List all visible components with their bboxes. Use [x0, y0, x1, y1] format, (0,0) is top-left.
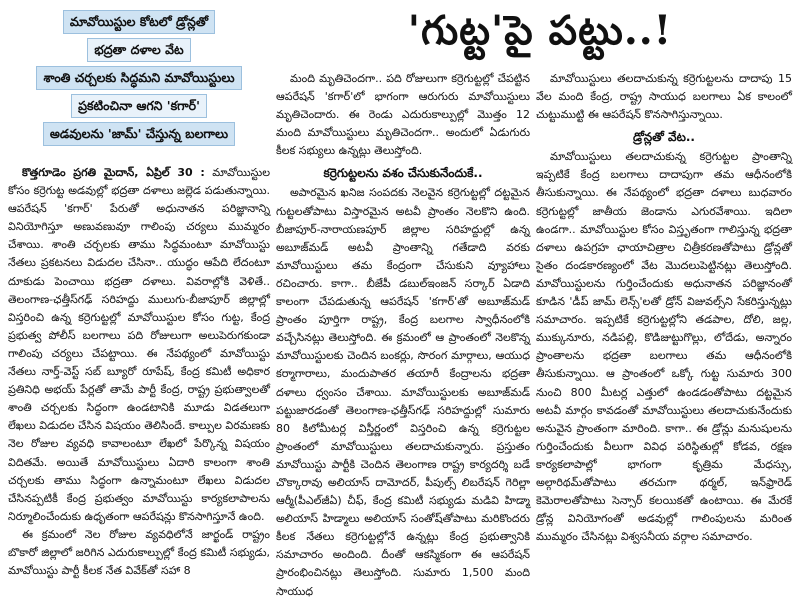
column-2-subhead: కర్రెగుట్టలను వశం చేసుకునేందుకే..	[323, 166, 483, 181]
column-3-paragraph-1: మావోయిస్టులు తలదాచుకున్న కర్రెగుట్టలను దాదాపు 15 వేల మంది కేంద్ర, రాష్ట్ర సాయుధ బలగాలు ఏక కాలంలో చుట్టుముట్టి ఈ ఆపరేషన్ కొనసాగిస్తున్నాయి.	[536, 72, 792, 122]
dateline: కొత్తగూడెం ప్రగతి మైదాన్, ఏప్రిల్ 30 :	[22, 166, 205, 179]
column-2	[276, 70, 530, 601]
column-1-paragraph-2: ఈ క్రమంలో నెల రోజుల వ్యవధిలోనే జార్ఖండ్ రాష్ట్రం బొకారో జిల్లాలో జరిగిన ఎదురుకాల్పుల్లో కేంద్ర కమిటీ సభ్యుడు, మావోయిస్టు పార్టీ కీలక నేత వివేక్‌తో సహా 8	[8, 527, 270, 578]
column-2-paragraph-2: అపారమైన ఖనిజ సంపదకు నెలవైన కర్రెగుట్టల్లో దట్టమైన గుట్టలతోపాటు విస్తారమైన అటవీ ప్రాంతం నెలకొని ఉంది. బీజాపూర్-నారాయణపూర్ జిల్లాల సరిహద్దుల్లో ఉన్న అబూజ్‌మడ్ అటవీ ప్రాంతాన్ని గతేడాది వరకు మావోయిస్టులు తమ కేంద్రంగా చేసుకుని వ్యూహాలు రచించారు. కాగా.. బీజేపీ డబుల్‌ఇంజన్ సర్కార్ ఏడాది కాలంగా చేపడుతున్న ఆపరేషన్ 'కగార్'తో అబూజ్‌మడ్ ప్రాంతం పూర్తిగా రాష్ట్ర, కేంద్ర బలగాల స్వాధీనంలోకి వచ్చేసినట్లు తెలుస్తోంది. ఈ క్రమంలో ఆ ప్రాంతంలో నెలకొన్న మావోయిస్టులకు చెందిన బంకర్లు, సొరంగ మార్గాలు, ఆయుధ కర్మాగారాలు, మందుపాతర తయారీ కేంద్రాలను భద్రతా దళాలు ధ్వంసం చేశాయి. మావోయిస్టులకు అబూజ్‌మడ్ పట్టుజారడంతో తెలంగాణ-ఛత్తీస్‌గఢ్ సరిహద్దుల్లో సుమారు 80 కిలోమీటర్ల విస్తీర్ణంలో విస్తరించి ఉన్న కర్రెగుట్టల ప్రాంతంలో మావోయిస్టులు తలదాచుకున్నారు. ప్రస్తుతం మావోయిస్టు పార్టీకి చెందిన తెలంగాణ రాష్ట్ర కార్యదర్శి బడే చొక్కారావు అలియాస్ దామోదర్, పీపుల్స్ లిబరేషన్ గెరిల్లా ఆర్మీ(పీఎల్‌జీఏ) చీఫ్, కేంద్ర కమిటీ సభ్యుడు మడివి హిడ్మా అలియాస్ హిడ్మాలు అలియాస్ సంతోష్‌తోపాటు మరికొందరు కీలక నేతలు కర్రెగుట్టల్లోనే ఉన్నట్లు కేంద్ర ప్రభుత్వానికి సమాచారం అందింది. దీంతో ఆకస్మికంగా ఈ ఆపరేషన్ ప్రారంభించినట్లు తెలుస్తోంది. సుమారు 1,500 మంది సాయుధ	[276, 186, 530, 598]
deck-line-4: ప్రకటించినా ఆగని 'కగార్'	[71, 94, 207, 118]
headline: 'గుట్ట'పై పట్టు..!	[407, 7, 673, 54]
column-3-paragraph-2: మావోయిస్టులు తలదాచుకున్న కర్రెగుట్టల ప్రాంతాన్ని ఇప్పటికే కేంద్ర బలగాలు దాదాపుగా తమ ఆధీనంలోకి తీసుకున్నాయి. ఈ నేపథ్యంలో భద్రతా దళాలు బుధవారం కర్రెగుట్టల్లో జాతీయ జెండాను ఎగురవేశాయి. ఇదిలా ఉండగా.. మావోయిస్టుల కోసం విస్తృతంగా గాలిస్తున్న భద్రతా దళాలు ఉపగ్రహ ఛాయాచిత్రాల చిత్రీకరణతోపాటు డ్రోన్లతో సైతం దండకారణ్యంలో వేట మొదలుపెట్టినట్లు తెలుస్తోంది. మావోయిస్టులను గుర్తించేందుకు అధునాతన పరిజ్ఞానంతో కూడిన 'డీప్ జామ్ లెన్స్'లతో డ్రోన్ విజువల్స్‌ని సేకరిస్తున్నట్లు సమాచారం. ఇప్పటికే కర్రెగుట్టల్లోని తడపాల, దోలి, జల్ల, ముక్కునూరు, నడిపల్లి, కొడిజుట్టుగొల్లు, లోదేడు, అన్నారం ప్రాంతాలను భద్రతా బలగాలు తమ ఆధీనంలోకి తీసుకున్నాయి. ఆ ప్రాంతంలో ఒక్కో గుట్ట సుమారు 300 నుంచి 800 మీటర్ల ఎత్తులో ఉండడంతోపాటు దట్టమైన అటవీ మార్గం కావడంతో మావోయిస్టులు తలదాచుకునేందుకు అనువైన ప్రాంతంగా మారింది. కాగా.. ఈ డ్రోన్లు మనుషులను గుర్తించేందుకు వీలుగా వివిధ పరిస్థితుల్లో కోడవ, రక్షణ కార్యకలాపాల్లో భాగంగా కృత్రిమ మేధస్సు, అల్గారిథమ్‌తోపాటు తరచుగా థర్మల్, ఇన్‌ఫ్రారెడ్ కెమెరాలతోపాటు సెన్సార్ కలయికతో ఉంటాయి. ఈ మేరకే డ్రోన్ల వినియోగంతో అడవుల్లో గాలింపులను మరింత ముమ్మరం చేసినట్లు విశ్వసనీయ వర్గాల సమాచారం.	[536, 150, 792, 544]
column-2-paragraph-1: మంది మృతిచెందగా.. పది రోజులుగా కర్రెగుట్టల్లో చేపట్టిన ఆపరేషన్ 'కగార్'లో భాగంగా ఆరుగురు మావోయిస్టులు మృతిచెందారు. ఈ రెండు ఎదురుకాల్పుల్లో మొత్తం 12 మంది మావోయిస్టులు మృతిచెందగా.. అందులో ఏడుగురు కీలక సభ్యులు ఉన్నట్లు తెలుస్తోంది.	[276, 72, 530, 158]
column-1-text-1: మావోయిస్టుల కోసం కర్రెగుట్ట అడవుల్లో భద్రతా దళాలు జల్లెడ పడుతున్నాయి. ఆపరేషన్ 'కగార్' పేరుతో అధునాతన పరిజ్ఞానాన్ని వినియోగిస్తూ అణువణువూ గాలింపు చర్యలు ముమ్మరం చేశాయి. శాంతి చర్చలకు తాము సిద్ధమంటూ మావోయిస్టు నేతలు ప్రకటనలు విడుదల చేసినా.. యుద్ధం ఆపేది లేదంటూ దూకుడు పెంచాయి భద్రతా దళాలు. వివరాల్లోకి వెళితే.. తెలంగాణ-ఛత్తీస్‌గఢ్ సరిహద్దు ములుగు-బీజాపూర్ జిల్లాల్లో విస్తరించి ఉన్న కర్రెగుట్టల్లో మావోయిస్టుల కోసం గుట్ట, కేంద్ర ప్రభుత్వ పోలీస్ బలగాలు పది రోజులుగా అలుపెరుగకుండా గాలింపు చర్యలు చేపట్టాయి. ఈ నేపథ్యంలో మావోయిస్టు నేతలు నార్త్-వెస్ట్ సబ్ బ్యూరో రూపేష్, కేంద్ర కమిటీ అధికార ప్రతినిధి అభయ్ పేర్లతో తామే పార్టీ కేంద్ర, రాష్ట్ర ప్రభుత్వాలతో శాంతి చర్చలకు సిద్ధంగా ఉండటానికి మూడు విడతలుగా లేఖలు విడుదల చేసిన విషయం తెలిసిందే. కాల్పుల విరమణకు నెల రోజుల వ్యవధి కావాలంటూ లేఖలో పేర్కొన్న విషయం విదితమే. అయితే మావోయిస్టులు ఏదారి కాలంగా శాంతి చర్చలకు తాము సిద్ధంగా ఉన్నామంటూ లేఖలు విడుదల చేసినప్పటికీ కేంద్ర ప్రభుత్వం మావోయిస్టు కార్యకలాపాలను నిర్మూలించేందుకు ఉధృతంగా ఆపరేషన్లు కొనసాగిస్తూనే ఉంది.	[8, 166, 271, 523]
column-1-paragraph-1	[8, 164, 270, 526]
column-3	[536, 70, 792, 546]
deck-line-1: మావోయిస్టుల కోటలో డ్రోన్లతో	[63, 10, 215, 34]
column-1	[8, 164, 270, 580]
column-3-subhead: డ్రోన్లతో వేట..	[633, 130, 695, 145]
deck-line-5: అడవులను 'జామ్' చేస్తున్న బలగాలు	[43, 122, 235, 146]
deck-line-3: శాంతి చర్చలకు సిద్ధమని మావోయిస్టులు	[36, 66, 241, 90]
deck-line-2: భద్రతా దళాల వేట	[87, 38, 190, 62]
deck-block	[8, 10, 270, 150]
